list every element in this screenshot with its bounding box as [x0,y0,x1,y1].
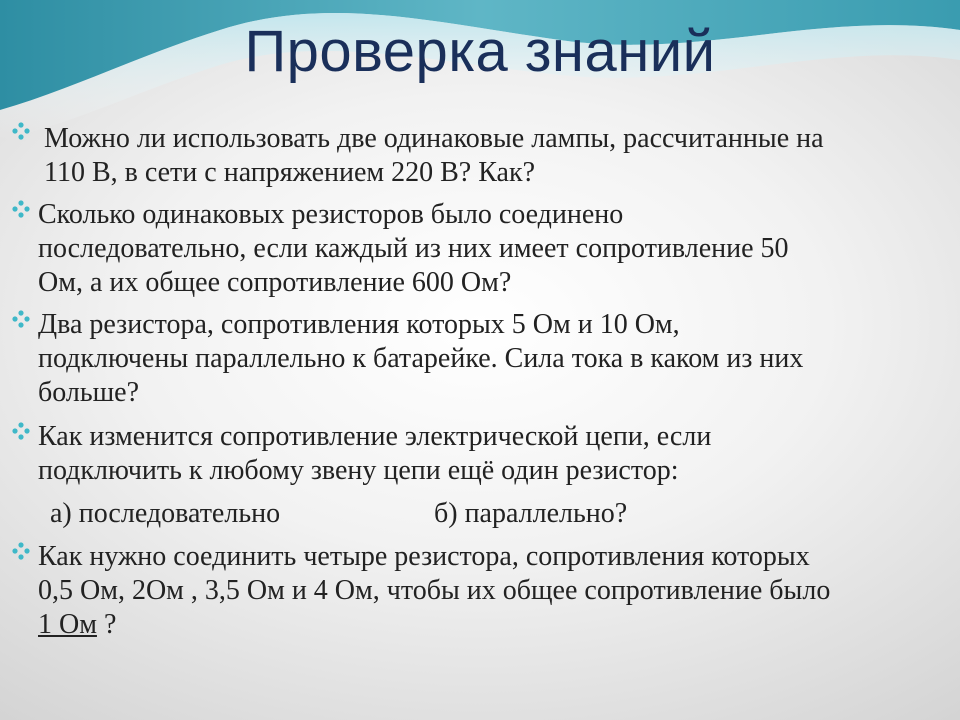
diamond-bullet-icon [12,542,30,560]
diamond-bullet-icon [12,200,30,218]
question-2-line-1: Сколько одинаковых резисторов было соединено [38,199,624,230]
underlined-answer: 1 Ом [38,609,97,640]
diamond-bullet-icon [12,122,30,140]
question-5-line-1: Как нужно соединить четыре резистора, сопротивления которых [38,541,810,572]
slide-title: Проверка знаний [244,19,716,84]
question-4-option-b: б) параллельно? [434,498,628,529]
question-2-line-3: Ом, а их общее сопротивление 600 Ом? [38,267,512,298]
question-4-line-2: подключить к любому звену цепи ещё один резистор: [38,455,679,486]
question-1-line-1: Можно ли использовать две одинаковые лампы, рассчитанные на [44,123,824,154]
question-4-option-a: а) последовательно [50,498,281,529]
diamond-bullet-icon [12,422,30,440]
diamond-bullet-icon [12,310,30,328]
question-5-line-3-rest: ? [96,609,117,640]
question-1-line-2: 110 В, в сети с напряжением 220 В? Как? [44,157,535,188]
question-4-line-1: Как изменится сопротивление электрической цепи, если [38,421,712,452]
question-5-line-3 [38,608,116,642]
question-5-line-2: 0,5 Ом, 2Ом , 3,5 Ом и 4 Ом, чтобы их общее сопротивление было [38,575,831,606]
question-3-line-3: больше? [38,377,140,408]
question-3-line-1: Два резистора, сопротивления которых 5 Ом и 10 Ом, [38,309,680,340]
question-2-line-2: последовательно, если каждый из них имеет сопротивление 50 [38,233,789,264]
question-3-line-2: подключены параллельно к батарейке. Сила тока в каком из них [38,343,804,374]
